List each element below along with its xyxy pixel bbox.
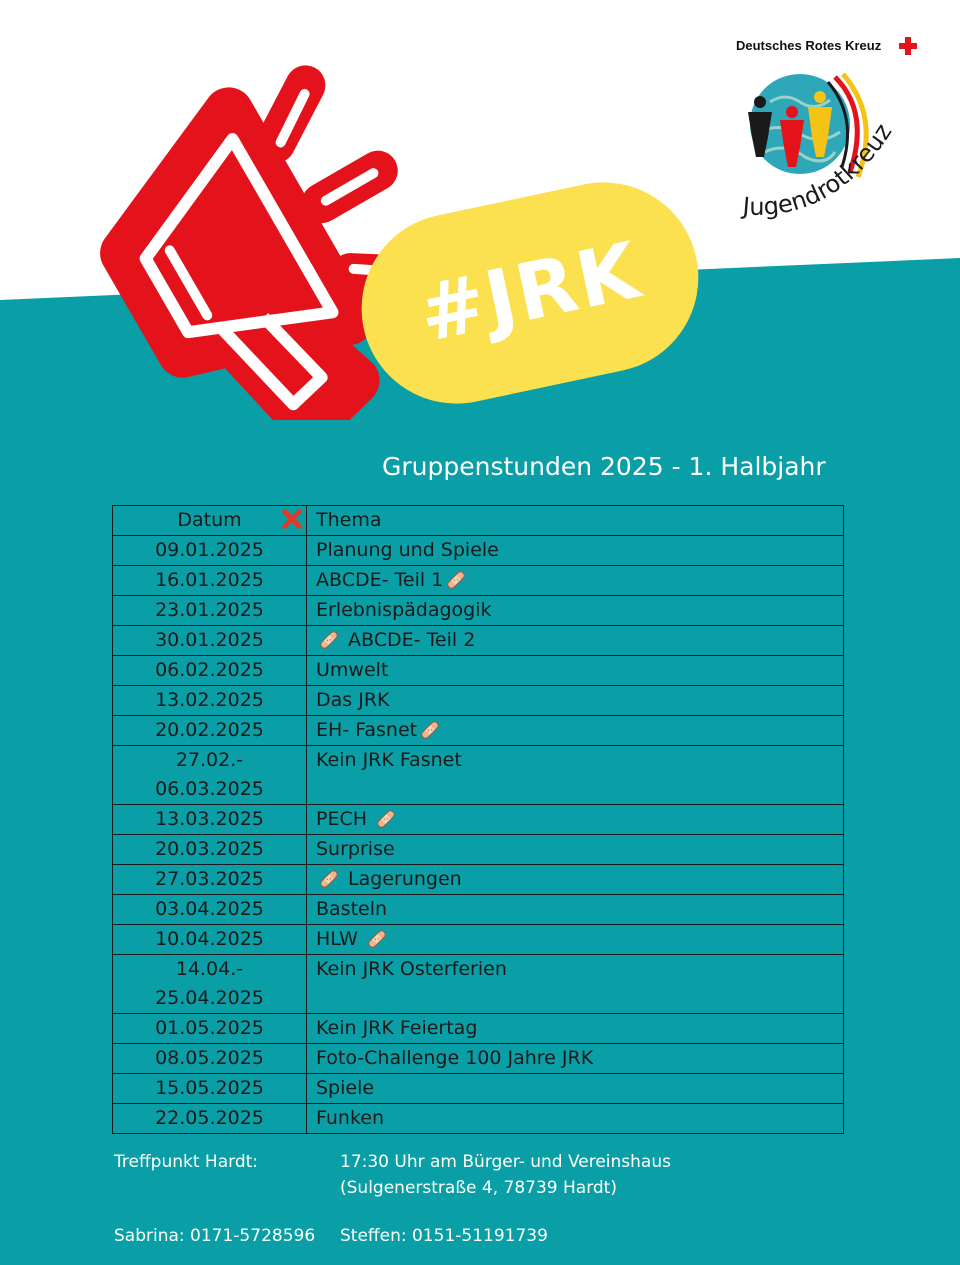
table-row [113, 1013, 844, 1043]
row-date: 09.01.2025 [113, 535, 307, 565]
row-date: 22.05.2025 [113, 1103, 307, 1133]
row-date: 20.03.2025 [113, 834, 307, 864]
logo-wordmark-graphic [732, 54, 928, 244]
schedule-table [112, 505, 844, 1134]
row-topic [307, 894, 844, 924]
row-topic-text: Das JRK [316, 688, 390, 711]
row-date: 01.05.2025 [113, 1013, 307, 1043]
row-topic [307, 655, 844, 685]
row-date-line1: 27.02.- [175, 748, 244, 771]
table-row [113, 655, 844, 685]
table-header-row [113, 506, 844, 536]
meeting-address: (Sulgenerstraße 4, 78739 Hardt) [340, 1178, 617, 1198]
table-row [113, 535, 844, 565]
row-date-line2: 06.03.2025 [155, 777, 264, 800]
table-row [113, 804, 844, 834]
row-date [113, 954, 307, 1013]
row-topic-text: Fasnet [399, 748, 462, 771]
row-topic-text: Foto-Challenge 100 Jahre JRK [316, 1046, 594, 1069]
header-topic: Thema [307, 506, 844, 536]
row-topic [307, 625, 844, 655]
row-date-line2: 25.04.2025 [155, 986, 264, 1009]
table-row [113, 685, 844, 715]
row-topic-text: ABCDE- Teil 2 [348, 628, 476, 651]
row-topic-text: PECH [316, 807, 368, 830]
logo-org-name: Deutsches Rotes Kreuz [736, 38, 882, 53]
row-topic [307, 924, 844, 954]
row-date: 20.02.2025 [113, 715, 307, 745]
row-topic-text: Erlebnispädagogik [316, 598, 492, 621]
row-topic [307, 1043, 844, 1073]
row-topic-text: EH- Fasnet [316, 718, 418, 741]
row-date: 13.02.2025 [113, 685, 307, 715]
table-row [113, 715, 844, 745]
table-row [113, 565, 844, 595]
row-date: 03.04.2025 [113, 894, 307, 924]
row-topic [307, 1073, 844, 1103]
row-topic [307, 834, 844, 864]
table-row [113, 864, 844, 894]
row-topic-text: ABCDE- Teil 1 [316, 568, 444, 591]
table-row [113, 1103, 844, 1133]
row-date: 08.05.2025 [113, 1043, 307, 1073]
row-topic-text: Spiele [316, 1076, 375, 1099]
table-row [113, 1043, 844, 1073]
header-date: Datum [113, 506, 307, 536]
table-row [113, 894, 844, 924]
row-topic [307, 954, 844, 1013]
table-row [113, 595, 844, 625]
row-date: 30.01.2025 [113, 625, 307, 655]
row-date: 23.01.2025 [113, 595, 307, 625]
table-row [113, 745, 844, 804]
table-row [113, 1073, 844, 1103]
table-row [113, 924, 844, 954]
row-topic [307, 685, 844, 715]
row-topic-text: HLW [316, 927, 358, 950]
row-date: 15.05.2025 [113, 1073, 307, 1103]
page-title: Gruppenstunden 2025 - 1. Halbjahr [382, 452, 826, 481]
meeting-label: Treffpunkt Hardt: [114, 1152, 259, 1172]
row-date: 27.03.2025 [113, 864, 307, 894]
adhesive-bandage-icon [375, 808, 397, 830]
table-row [113, 954, 844, 1013]
row-date: 13.03.2025 [113, 804, 307, 834]
adhesive-bandage-icon [366, 928, 388, 950]
row-date: 10.04.2025 [113, 924, 307, 954]
adhesive-bandage-icon [318, 868, 340, 890]
row-date [113, 745, 307, 804]
logo-wordmark: Jugendrotkreuz [741, 118, 898, 221]
row-topic-text: Kein JRK [316, 1016, 394, 1039]
adhesive-bandage-icon [419, 719, 441, 741]
contact-steffen: Steffen: 0151-51191739 [340, 1226, 548, 1246]
red-cross-icon [898, 36, 918, 56]
row-topic [307, 864, 844, 894]
row-date-line1: 14.04.- [175, 957, 244, 980]
row-topic-text: Lagerungen [348, 867, 462, 890]
row-topic-text: Osterferien [399, 957, 507, 980]
table-row [113, 625, 844, 655]
row-topic-text: Kein JRK [316, 957, 394, 980]
meeting-time: 17:30 Uhr am Bürger- und Vereinshaus [340, 1152, 671, 1172]
row-topic [307, 565, 844, 595]
row-topic-text: Feiertag [399, 1016, 478, 1039]
adhesive-bandage-icon [318, 629, 340, 651]
svg-text:Jugendrotkreuz [740, 119, 898, 221]
row-date: 06.02.2025 [113, 655, 307, 685]
contact-sabrina: Sabrina: 0171-5728596 [114, 1226, 316, 1246]
row-topic [307, 1103, 844, 1133]
row-topic [307, 535, 844, 565]
cross-mark-icon [281, 508, 303, 530]
row-topic-text: Surprise [316, 837, 395, 860]
row-topic-text: Planung und Spiele [316, 538, 499, 561]
row-topic-text: Basteln [316, 897, 388, 920]
row-topic-text: Kein JRK [316, 748, 394, 771]
row-topic [307, 745, 844, 804]
row-topic [307, 595, 844, 625]
table-row [113, 834, 844, 864]
row-topic-text: Funken [316, 1106, 385, 1129]
row-topic-text: Umwelt [316, 658, 389, 681]
row-topic [307, 1013, 844, 1043]
row-topic [307, 804, 844, 834]
row-date: 16.01.2025 [113, 565, 307, 595]
row-topic [307, 715, 844, 745]
adhesive-bandage-icon [445, 569, 467, 591]
jrk-logo [732, 34, 928, 224]
hashtag-text: #JRK [411, 225, 649, 361]
